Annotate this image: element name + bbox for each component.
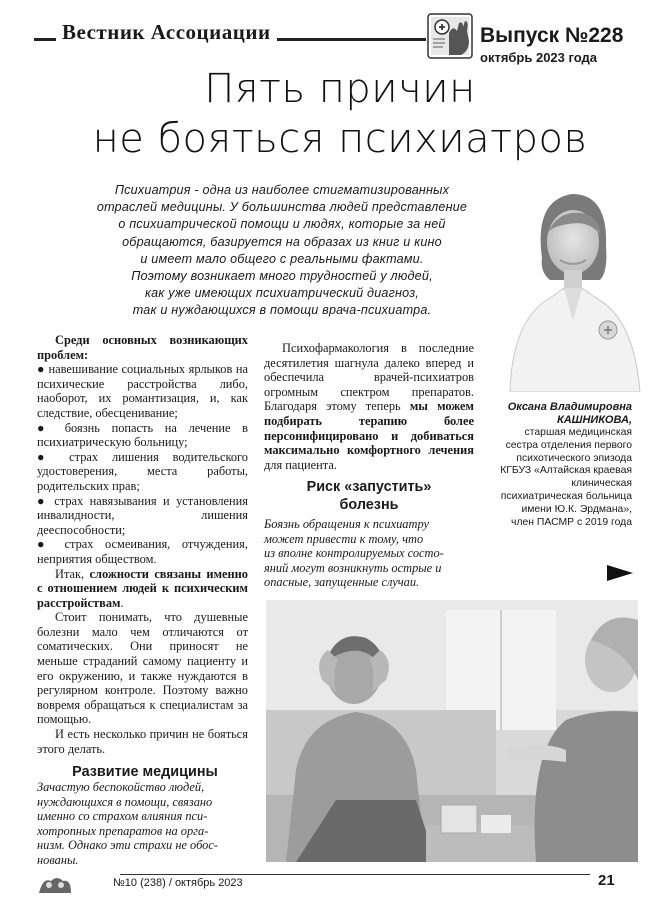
- author-name: [498, 401, 632, 427]
- author-desc-line: старшая медицинская: [524, 427, 632, 438]
- list-item: ● боязнь попасть на лечение в психиатрическую больницу;: [37, 420, 248, 450]
- text-line: Зачастую беспокойство людей,: [37, 780, 205, 794]
- author-last-name: КАШНИКОВА,: [556, 414, 632, 426]
- lead-line: обращаются, базируется на образах из книг и кино: [122, 234, 442, 249]
- author-desc-line: сестра отделения первого: [505, 439, 632, 451]
- lead-line: и имеет мало общего с реальными фактами.: [140, 251, 424, 266]
- section-risk-text: [264, 517, 474, 590]
- section-heading-medicine: Развитие медицины: [72, 764, 218, 780]
- bullet-text: страх осмеивания, отчуждения, неприятия обществом.: [37, 537, 248, 566]
- bullet-text: страх навязывания и установления инвалидности, лишения дееспособности;: [37, 493, 248, 537]
- text-line: именно со страхом влияния пси-: [37, 809, 208, 824]
- lead-line: так и нуждающихся в помощи врача-психиатра.: [132, 303, 432, 318]
- text-run: .: [120, 595, 124, 610]
- text-line: опасные, запущенные случаи.: [264, 575, 420, 590]
- triangle-right-icon: [607, 565, 633, 581]
- heading-line: Риск «запустить»: [306, 479, 432, 495]
- headline-line: Пять причин: [204, 66, 476, 112]
- list-item: ● навешивание социальных ярлыков на психические расстройства либо, наоборот, их романтизация, и, как следствие, обесценивание;: [37, 362, 248, 420]
- footer-logo: [37, 873, 73, 895]
- text-line: нованы.: [37, 852, 79, 867]
- text-run: для пациента.: [264, 457, 337, 472]
- section-medicine-text: [37, 780, 248, 868]
- lead-line: как уже имеющих психиатрический диагноз,: [145, 286, 419, 301]
- lead-line: отраслей медицины. У большинства людей представление: [96, 200, 468, 215]
- lead-line: Поэтому возникает много трудностей у людей,: [131, 269, 433, 284]
- article-headline: [40, 64, 640, 164]
- text-line: яний могут возникнуть острые и: [264, 560, 442, 575]
- lead-line: Психиатрия - одна из наиболее стигматизированных: [114, 183, 450, 197]
- headline-line: не бояться психиатров: [92, 116, 588, 162]
- bullet-text: навешивание социальных ярлыков на психические расстройства либо, наоборот, их романтизация, и, как следствие, обесценивание;: [37, 362, 248, 420]
- bullet-text: боязнь попасть на лечение в психиатрическую больницу;: [37, 420, 248, 450]
- column-middle: [264, 341, 474, 472]
- author-desc-line: имени Ю.К. Эрдмана»,: [521, 503, 632, 515]
- text-run: Психофармакология в последние десятилетия шагнула далеко вперед и обеспечила врачей-психиатров огромным спектром препаратов. Благодаря этому теперь: [264, 341, 474, 414]
- paragraph: И есть несколько причин не бояться этого делать.: [37, 727, 248, 756]
- problems-intro: Среди основных возникающих проблем:: [37, 333, 248, 362]
- column-left: [37, 333, 248, 756]
- text-line: низм. Однако эти страхи не обос-: [37, 838, 218, 853]
- issue-number: Выпуск №228: [480, 24, 624, 47]
- heading-line: болезнь: [339, 497, 399, 513]
- paragraph: Стоит понимать, что душевные болезни мало чем отличаются от соматических. Они приносят не меньше страданий самому пациенту и его окружению, и также нуждаются в регулярном контроле. Поэтому важно вовремя обращаться к специалистам за помощью.: [37, 610, 248, 727]
- author-portrait: [490, 180, 650, 392]
- footer-rule: [120, 874, 590, 875]
- text-line: Боязнь обращения к психиатру: [264, 517, 429, 531]
- author-desc-line: член ПАСМР с 2019 года: [511, 516, 632, 528]
- text-line: может привести к тому, что: [264, 531, 424, 546]
- author-desc-line: психиатрическая больница: [500, 490, 632, 502]
- author-first-name: Оксана Владимировна: [507, 401, 632, 413]
- author-desc-line: психотического эпизода: [516, 452, 632, 464]
- association-logo: [425, 11, 475, 61]
- list-item: ● страх осмеивания, отчуждения, неприятия обществом.: [37, 537, 248, 566]
- section-heading-risk: [264, 478, 474, 514]
- paragraph: [264, 341, 474, 472]
- emphasis: мы можем подбирать терапию более персонифицировано и добиваться максимально комфортного лечения: [264, 399, 474, 458]
- author-desc-line: клиническая: [571, 478, 632, 490]
- text-run: Итак,: [55, 566, 90, 581]
- list-item: ● страх лишения водительского удостоверения, места работы, родительских прав;: [37, 449, 248, 493]
- footer-issue: №10 (238) / октябрь 2023: [113, 877, 243, 889]
- list-item: ● страх навязывания и установления инвалидности, лишения дееспособности;: [37, 493, 248, 537]
- author-desc-line: КГБУЗ «Алтайская краевая: [500, 465, 632, 477]
- text-line: из вполне контролируемых состо-: [264, 546, 444, 561]
- issue-date: октябрь 2023 года: [480, 50, 597, 65]
- article-lead: [82, 182, 482, 320]
- bullet-text: страх лишения водительского удостоверения, места работы, родительских прав;: [37, 449, 248, 493]
- consultation-photo: [266, 600, 638, 862]
- author-description: [478, 427, 632, 529]
- text-line: хотропных препаратов на орга-: [37, 823, 209, 838]
- paragraph: [37, 567, 248, 611]
- page-number: 21: [598, 872, 615, 889]
- journal-title: Вестник Ассоциации: [56, 20, 277, 45]
- emphasis: сложности связаны именно с отношением людей к психическим расстройствам: [37, 566, 248, 610]
- text-line: нуждающихся в помощи, связано: [37, 794, 213, 809]
- lead-line: о психиатрической помощи и людях, которые за ней: [118, 217, 446, 232]
